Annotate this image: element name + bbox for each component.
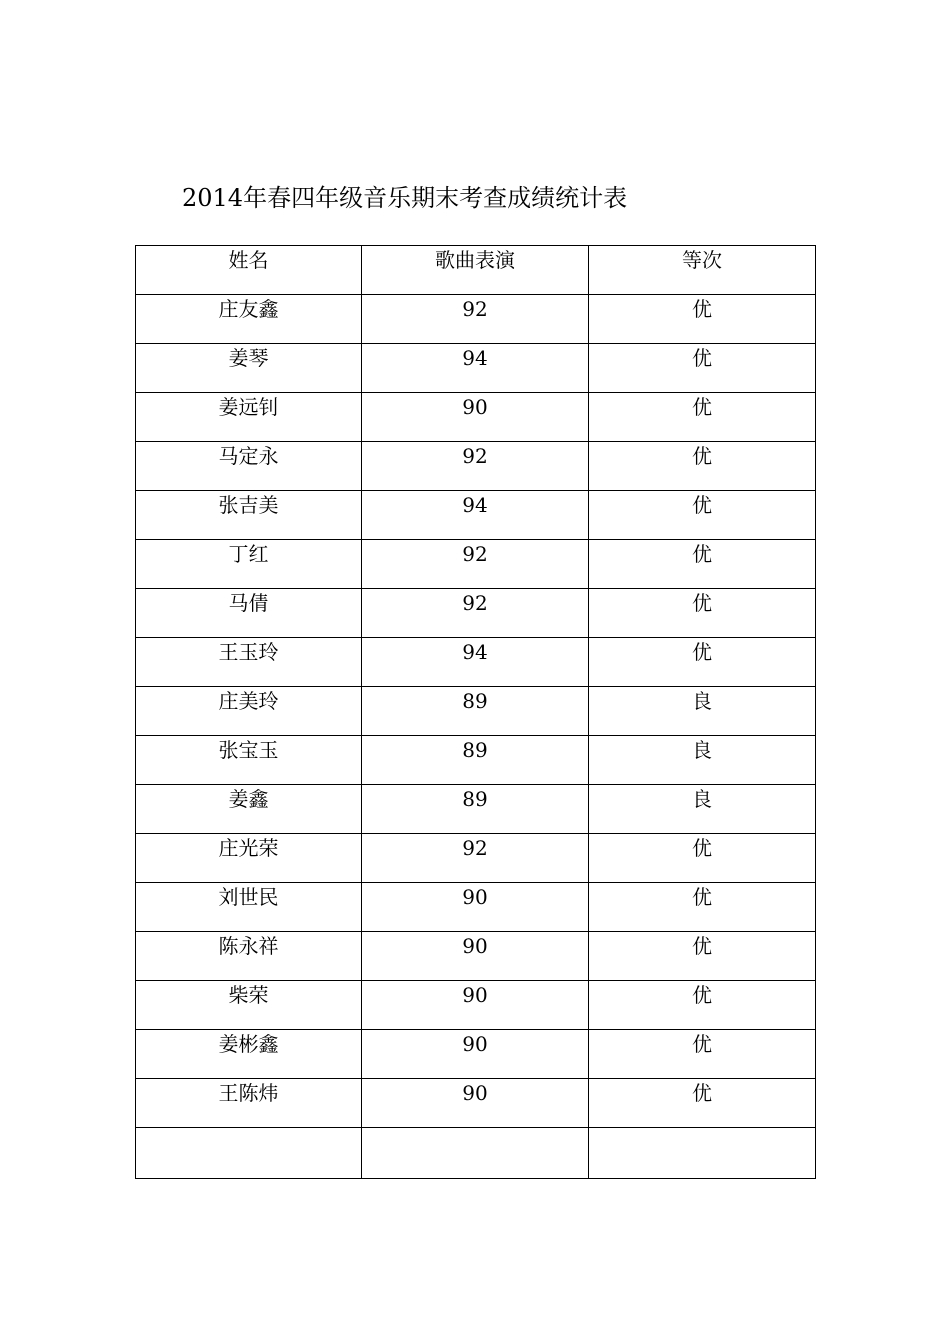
cell-performance-text: 89 bbox=[462, 787, 488, 811]
table-cell-grade bbox=[589, 442, 816, 491]
table-row bbox=[136, 1030, 816, 1079]
table-cell-performance bbox=[362, 932, 589, 981]
table-row bbox=[136, 638, 816, 687]
cell-grade-text: 优 bbox=[692, 493, 712, 517]
cell-grade-text: 良 bbox=[692, 689, 712, 713]
table-cell-performance bbox=[362, 295, 589, 344]
cell-performance-text: 92 bbox=[462, 591, 488, 615]
table-row bbox=[136, 344, 816, 393]
table-cell-name bbox=[136, 442, 362, 491]
table-header-row bbox=[136, 246, 816, 295]
table-cell-performance bbox=[362, 1079, 589, 1128]
cell-performance-text: 94 bbox=[462, 640, 488, 664]
table-cell-name bbox=[136, 589, 362, 638]
table-row bbox=[136, 785, 816, 834]
cell-name-text: 刘世民 bbox=[218, 885, 279, 909]
header-cell-performance bbox=[362, 246, 589, 295]
table-cell-name bbox=[136, 785, 362, 834]
table-row bbox=[136, 687, 816, 736]
table-cell-grade bbox=[589, 1079, 816, 1128]
table-row bbox=[136, 442, 816, 491]
cell-grade-text: 优 bbox=[692, 640, 712, 664]
cell-grade-text bbox=[589, 1128, 815, 1129]
cell-name-text: 庄美玲 bbox=[218, 689, 279, 713]
table-row bbox=[136, 540, 816, 589]
table-cell-performance bbox=[362, 344, 589, 393]
table-cell-name bbox=[136, 834, 362, 883]
header-performance-label: 歌曲表演 bbox=[435, 248, 515, 272]
cell-performance-text: 90 bbox=[462, 395, 488, 419]
table-cell-name bbox=[136, 1079, 362, 1128]
header-name-label: 姓名 bbox=[228, 248, 269, 272]
table-row bbox=[136, 981, 816, 1030]
table-row bbox=[136, 1128, 816, 1179]
cell-performance-text: 94 bbox=[462, 493, 488, 517]
cell-performance-text: 92 bbox=[462, 542, 488, 566]
table-cell-performance bbox=[362, 981, 589, 1030]
cell-name-text: 庄光荣 bbox=[218, 836, 279, 860]
cell-grade-text: 良 bbox=[692, 787, 712, 811]
cell-grade-text: 优 bbox=[692, 444, 712, 468]
table-cell-grade bbox=[589, 491, 816, 540]
table-cell-name bbox=[136, 932, 362, 981]
cell-name-text: 姜远钊 bbox=[218, 395, 279, 419]
table-cell-performance bbox=[362, 785, 589, 834]
cell-name-text bbox=[136, 1128, 361, 1129]
table-row bbox=[136, 1079, 816, 1128]
cell-name-text: 姜鑫 bbox=[228, 787, 269, 811]
cell-name-text: 马定永 bbox=[218, 444, 279, 468]
table-cell-name bbox=[136, 638, 362, 687]
cell-performance-text: 94 bbox=[462, 346, 488, 370]
header-cell-grade bbox=[589, 246, 816, 295]
cell-performance-text: 92 bbox=[462, 444, 488, 468]
table-cell-grade bbox=[589, 295, 816, 344]
document-title: 2014年春四年级音乐期末考查成绩统计表 bbox=[182, 184, 628, 212]
cell-performance-text: 92 bbox=[462, 297, 488, 321]
table-cell-grade bbox=[589, 981, 816, 1030]
table-cell-name bbox=[136, 1030, 362, 1079]
score-table bbox=[135, 245, 816, 1179]
cell-grade-text: 良 bbox=[692, 738, 712, 762]
table-cell-name bbox=[136, 736, 362, 785]
cell-performance-text: 90 bbox=[462, 885, 488, 909]
table-cell-name bbox=[136, 344, 362, 393]
table-cell-grade bbox=[589, 638, 816, 687]
cell-grade-text: 优 bbox=[692, 395, 712, 419]
cell-name-text: 张宝玉 bbox=[218, 738, 279, 762]
table-cell-name bbox=[136, 1128, 362, 1179]
header-cell-name bbox=[136, 246, 362, 295]
table-cell-performance bbox=[362, 834, 589, 883]
cell-grade-text: 优 bbox=[692, 297, 712, 321]
cell-performance-text: 90 bbox=[462, 983, 488, 1007]
cell-name-text: 姜彬鑫 bbox=[218, 1032, 279, 1056]
table-cell-grade bbox=[589, 883, 816, 932]
cell-performance-text: 92 bbox=[462, 836, 488, 860]
table-cell-performance bbox=[362, 736, 589, 785]
cell-grade-text: 优 bbox=[692, 1081, 712, 1105]
table-cell-performance bbox=[362, 491, 589, 540]
cell-grade-text: 优 bbox=[692, 591, 712, 615]
cell-performance-text: 89 bbox=[462, 738, 488, 762]
table-cell-grade bbox=[589, 1128, 816, 1179]
table-cell-grade bbox=[589, 344, 816, 393]
table-row bbox=[136, 932, 816, 981]
table-cell-name bbox=[136, 687, 362, 736]
table-row bbox=[136, 491, 816, 540]
table-cell-name bbox=[136, 491, 362, 540]
table-cell-performance bbox=[362, 393, 589, 442]
table-cell-performance bbox=[362, 687, 589, 736]
cell-name-text: 柴荣 bbox=[228, 983, 269, 1007]
cell-performance-text: 90 bbox=[462, 934, 488, 958]
table-cell-performance bbox=[362, 883, 589, 932]
score-table-body bbox=[136, 246, 816, 1179]
table-cell-name bbox=[136, 981, 362, 1030]
header-grade-label: 等次 bbox=[682, 248, 722, 272]
table-cell-grade bbox=[589, 1030, 816, 1079]
cell-grade-text: 优 bbox=[692, 542, 712, 566]
table-row bbox=[136, 295, 816, 344]
cell-grade-text: 优 bbox=[692, 983, 712, 1007]
table-cell-grade bbox=[589, 736, 816, 785]
table-cell-performance bbox=[362, 442, 589, 491]
table-cell-grade bbox=[589, 540, 816, 589]
cell-grade-text: 优 bbox=[692, 346, 712, 370]
cell-grade-text: 优 bbox=[692, 885, 712, 909]
table-cell-grade bbox=[589, 785, 816, 834]
cell-grade-text: 优 bbox=[692, 1032, 712, 1056]
table-cell-performance bbox=[362, 1030, 589, 1079]
table-cell-performance bbox=[362, 1128, 589, 1179]
table-cell-name bbox=[136, 393, 362, 442]
cell-grade-text: 优 bbox=[692, 934, 712, 958]
cell-performance-text bbox=[362, 1128, 588, 1129]
table-cell-name bbox=[136, 883, 362, 932]
table-cell-grade bbox=[589, 932, 816, 981]
cell-name-text: 王玉玲 bbox=[218, 640, 279, 664]
table-row bbox=[136, 589, 816, 638]
table-cell-name bbox=[136, 295, 362, 344]
table-cell-grade bbox=[589, 393, 816, 442]
table-cell-grade bbox=[589, 589, 816, 638]
cell-name-text: 马倩 bbox=[228, 591, 269, 615]
table-cell-performance bbox=[362, 540, 589, 589]
cell-name-text: 陈永祥 bbox=[218, 934, 279, 958]
cell-grade-text: 优 bbox=[692, 836, 712, 860]
table-cell-performance bbox=[362, 638, 589, 687]
table-cell-name bbox=[136, 540, 362, 589]
cell-name-text: 王陈炜 bbox=[218, 1081, 279, 1105]
cell-performance-text: 90 bbox=[462, 1032, 488, 1056]
cell-performance-text: 90 bbox=[462, 1081, 488, 1105]
cell-name-text: 庄友鑫 bbox=[218, 297, 279, 321]
cell-name-text: 姜琴 bbox=[228, 346, 269, 370]
table-cell-grade bbox=[589, 687, 816, 736]
table-row bbox=[136, 393, 816, 442]
cell-name-text: 丁红 bbox=[228, 542, 269, 566]
table-cell-grade bbox=[589, 834, 816, 883]
cell-performance-text: 89 bbox=[462, 689, 488, 713]
table-cell-performance bbox=[362, 589, 589, 638]
cell-name-text: 张吉美 bbox=[218, 493, 279, 517]
table-row bbox=[136, 883, 816, 932]
table-row bbox=[136, 736, 816, 785]
table-row bbox=[136, 834, 816, 883]
